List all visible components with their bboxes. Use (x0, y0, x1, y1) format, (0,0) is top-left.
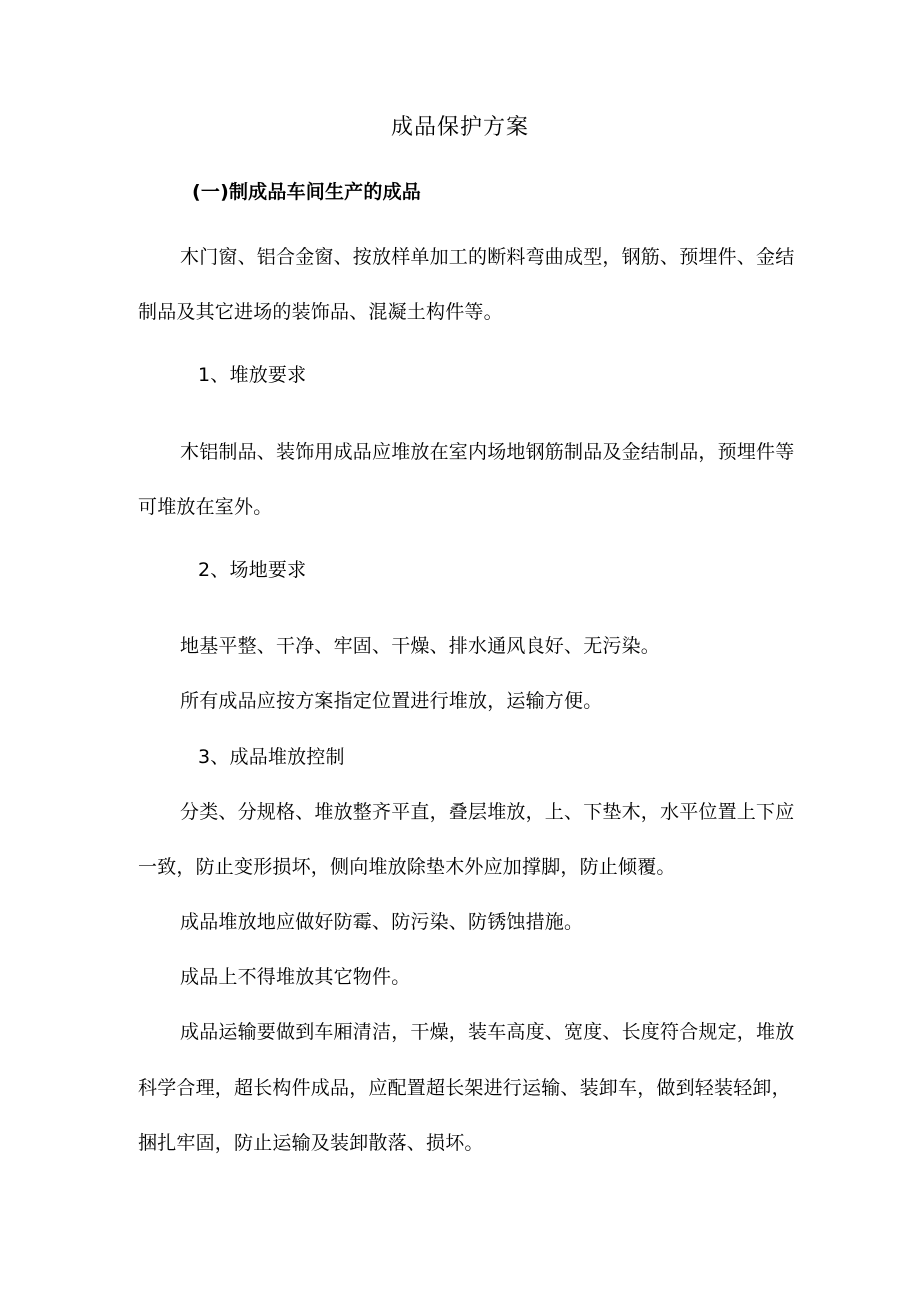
item-3-p2: 成品堆放地应做好防霉、防污染、防锈蚀措施。 (180, 911, 584, 933)
intro-line-2: 制品及其它进场的装饰品、混凝土构件等。 (138, 301, 503, 323)
intro-line-1: 木门窗、铝合金窗、按放样单加工的断料弯曲成型，钢筋、预埋件、金结 (180, 246, 795, 268)
item-2-line-1: 地基平整、干净、牢固、干燥、排水通风良好、无污染。 (180, 635, 661, 657)
section-heading: (一)制成品车间生产的成品 (192, 181, 421, 203)
document-title: 成品保护方案 (390, 115, 529, 140)
item-3-p1-line-2: 一致，防止变形损坏，侧向堆放除垫木外应加撑脚，防止倾覆。 (138, 856, 676, 878)
item-3-p4-line-2: 科学合理，超长构件成品，应配置超长架进行运输、装卸车，做到轻装轻卸， (138, 1077, 791, 1099)
item-3-p3: 成品上不得堆放其它物件。 (180, 966, 411, 988)
item-3-p1-line-1: 分类、分规格、堆放整齐平直，叠层堆放，上、下垫木，水平位置上下应 (180, 801, 795, 823)
item-3-heading: 3、成品堆放控制 (198, 746, 345, 768)
item-3-p4-line-1: 成品运输要做到车厢清洁，干燥，装车高度、宽度、长度符合规定，堆放 (180, 1021, 795, 1043)
item-1-line-2: 可堆放在室外。 (138, 496, 273, 518)
item-2-line-2: 所有成品应按方案指定位置进行堆放，运输方便。 (180, 690, 603, 712)
item-1-heading: 1、堆放要求 (198, 364, 307, 386)
item-3-p4-line-3: 捆扎牢固，防止运输及装卸散落、损坏。 (138, 1132, 484, 1154)
item-2-heading: 2、场地要求 (198, 559, 307, 581)
item-1-line-1: 木铝制品、装饰用成品应堆放在室内场地钢筋制品及金结制品，预埋件等 (180, 441, 795, 463)
